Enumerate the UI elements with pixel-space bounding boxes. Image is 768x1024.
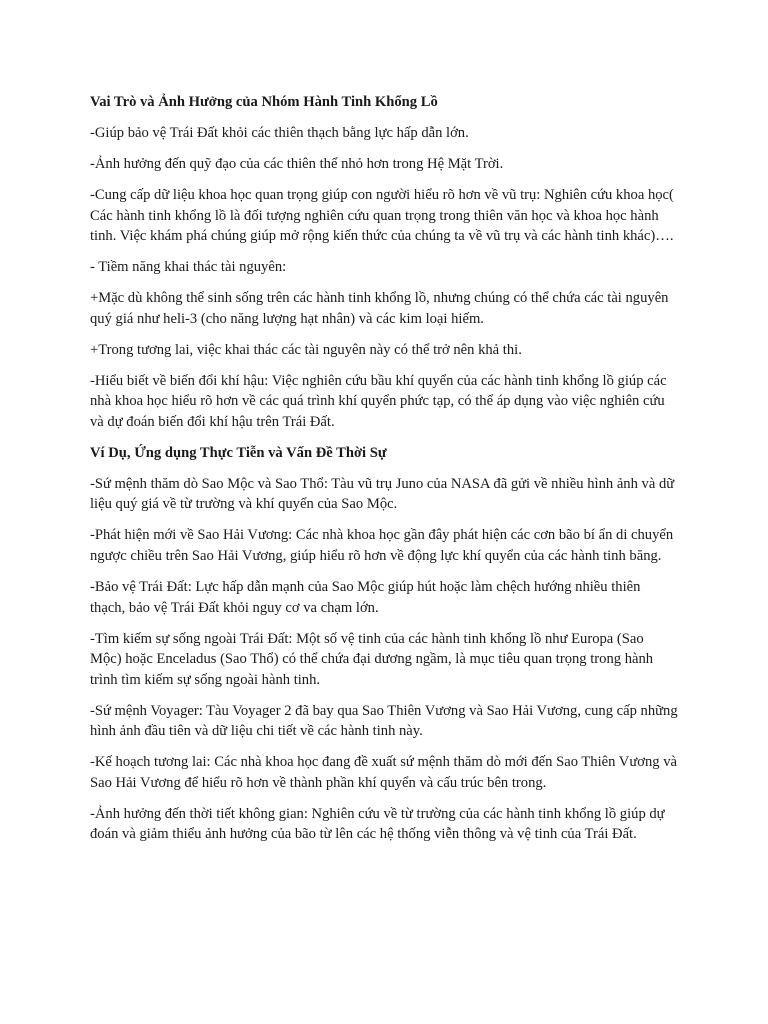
paragraph-climate-understanding: -Hiểu biết về biến đổi khí hậu: Việc nghiên cứu bầu khí quyển của các hành tinh khổng lồ giúp các nhà khoa học hiểu rõ hơn về các quá trình khí quyển phức tạp, có thể áp dụng vào việc nghiên cứu và dự đoán biến đổi khí hậu trên Trái Đất. bbox=[90, 372, 667, 430]
paragraph-future-mining: +Trong tương lai, việc khai thác các tài nguyên này có thể trở nên khả thi. bbox=[90, 341, 522, 358]
paragraph-neptune-discovery: -Phát hiện mới về Sao Hải Vương: Các nhà khoa học gần đây phát hiện các cơn bão bí ẩn di chuyển ngược chiều trên Sao Hải Vương, giúp hiểu rõ hơn về động lực khí quyển của các hành tinh băng. bbox=[90, 527, 674, 564]
paragraph-orbit-influence: -Ảnh hưởng đến quỹ đạo của các thiên thể nhỏ hơn trong Hệ Mặt Trời. bbox=[90, 155, 504, 172]
document-body bbox=[90, 92, 678, 855]
paragraph-future-plans: -Kế hoạch tương lai: Các nhà khoa học đang đề xuất sứ mệnh thăm dò mới đến Sao Thiên Vương và Sao Hải Vương để hiểu rõ hơn về thành phần khí quyển và cấu trúc bên trong. bbox=[90, 754, 677, 791]
section-heading-examples: Ví Dụ, Ứng dụng Thực Tiễn và Vấn Đề Thời Sự bbox=[90, 444, 387, 461]
paragraph-space-weather: -Ảnh hưởng đến thời tiết không gian: Nghiên cứu về từ trường của các hành tinh khổng lồ giúp dự đoán và giảm thiểu ảnh hưởng của bão từ lên các hệ thống viễn thông và vệ tinh của Trái Đất. bbox=[90, 805, 665, 843]
paragraph-earth-protection: -Bảo vệ Trái Đất: Lực hấp dẫn mạnh của Sao Mộc giúp hút hoặc làm chệch hướng nhiều thiên thạch, bảo vệ Trái Đất khỏi nguy cơ va chạm lớn. bbox=[90, 578, 641, 616]
paragraph-voyager-mission: -Sứ mệnh Voyager: Tàu Voyager 2 đã bay qua Sao Thiên Vương và Sao Hải Vương, cung cấp những hình ảnh đầu tiên và dữ liệu chi tiết về các hành tinh này. bbox=[90, 702, 678, 740]
paragraph-helium-resources: +Mặc dù không thể sinh sống trên các hành tinh khổng lồ, nhưng chúng có thể chứa các tài nguyên quý giá như heli-3 (cho năng lượng hạt nhân) và các kim loại hiếm. bbox=[90, 290, 669, 327]
paragraph-scientific-data: -Cung cấp dữ liệu khoa học quan trọng giúp con người hiểu rõ hơn về vũ trụ: Nghiên cứu khoa học( Các hành tinh khổng lồ là đối tượng nghiên cứu quan trọng trong thiên văn học và khoa học hành tinh. Việc khám phá chúng giúp mở rộng kiến thức của chúng ta về vũ trụ và các hành tinh khác)…. bbox=[90, 186, 674, 245]
paragraph-meteor-protection: -Giúp bảo vệ Trái Đất khỏi các thiên thạch bằng lực hấp dẫn lớn. bbox=[90, 124, 469, 141]
paragraph-resource-potential: - Tiềm năng khai thác tài nguyên: bbox=[90, 259, 287, 276]
paragraph-juno-mission: -Sứ mệnh thăm dò Sao Mộc và Sao Thổ: Tàu vũ trụ Juno của NASA đã gửi về nhiều hình ảnh và dữ liệu quý giá về từ trường và khí quyển của Sao Mộc. bbox=[90, 475, 675, 513]
section-heading-roles: Vai Trò và Ảnh Hưởng của Nhóm Hành Tinh Khổng Lồ bbox=[90, 94, 438, 110]
paragraph-search-for-life: -Tìm kiếm sự sống ngoài Trái Đất: Một số vệ tinh của các hành tinh khổng lồ như Europa (Sao Mộc) hoặc Enceladus (Sao Thổ) có thể chứa đại dương ngầm, là mục tiêu quan trọng trong hành trình tìm kiếm sự sống ngoài hành tinh. bbox=[90, 630, 654, 688]
